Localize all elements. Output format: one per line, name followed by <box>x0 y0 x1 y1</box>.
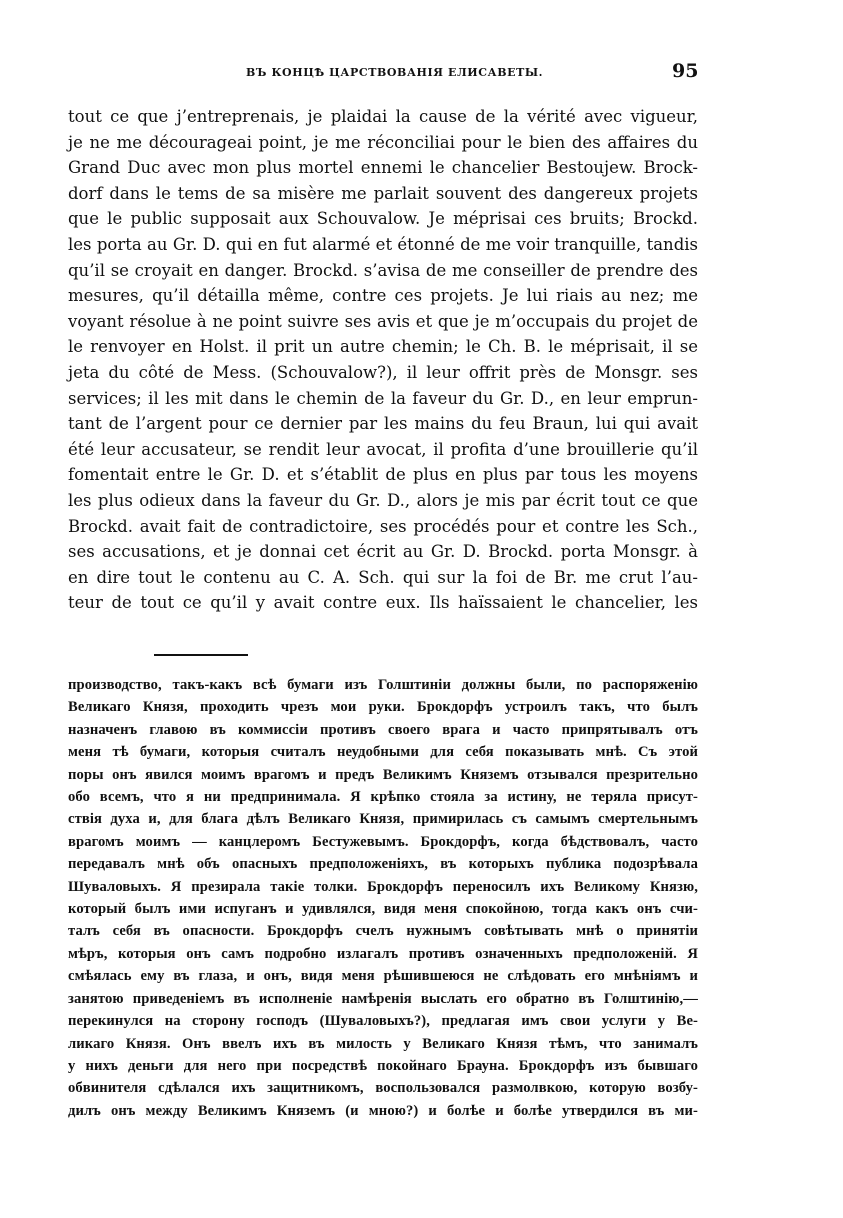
footnote-line: Шуваловыхъ. Я презирала такіе толки. Брокдорфъ переносилъ ихъ Великому Князю, <box>68 878 698 895</box>
footnote-line: мѣръ, которыя онъ самъ подробно излагалъ противъ означенныхъ предположеній. Я <box>68 945 698 962</box>
footnote-line: поры онъ явился моимъ врагомъ и предъ Великимъ Княземъ отзывался презрительно <box>68 766 698 783</box>
page-number: 95 <box>672 60 699 82</box>
main-text-line: dorf dans le tems de sa misère me parlait souvent des dangereux projets <box>68 183 698 203</box>
footnote-line: врагомъ моимъ — канцлеромъ Бестужевымъ. Брокдорфъ, когда бѣдствовалъ, часто <box>68 833 698 850</box>
main-text-line: tant de l’argent pour ce dernier par les mains du feu Braun, lui qui avait <box>68 414 698 434</box>
footnote-line: обвинителя сдѣлался ихъ защитникомъ, воспользовался размолвкою, которую возбу- <box>68 1080 698 1097</box>
footnote-line: ликаго Князя. Онъ ввелъ ихъ въ милость у Великаго Князя тѣмъ, что занималъ <box>68 1035 698 1052</box>
main-text-line: qu’il se croyait en danger. Brockd. s’avisa de me conseiller de prendre des <box>68 260 698 280</box>
main-text-line: mesures, qu’il détailla même, contre ces projets. Je lui riais au nez; me <box>68 286 698 306</box>
footnote-line: назначенъ главою въ коммиссіи противъ своего врага и часто припрятывалъ отъ <box>68 721 698 738</box>
main-text-line: ses accusations, et je donnai cet écrit au Gr. D. Brockd. porta Monsgr. à <box>68 542 698 562</box>
footnote-line: талъ себя въ опасности. Брокдорфъ счелъ нужнымъ совѣтывать мнѣ о принятіи <box>68 923 698 940</box>
main-text-line: services; il les mit dans le chemin de la faveur du Gr. D., en leur emprun- <box>68 388 698 408</box>
main-text-line: que le public supposait aux Schouvalow. Je méprisai ces bruits; Brockd. <box>68 209 698 229</box>
main-text-line: les plus odieux dans la faveur du Gr. D., alors je mis par écrit tout ce que <box>68 490 698 510</box>
footnote-line: передавалъ мнѣ объ опасныхъ предположеніяхъ, въ которыхъ публика подозрѣвала <box>68 856 698 873</box>
main-text-block <box>68 104 698 616</box>
main-text-line: tout ce que j’entreprenais, je plaidai la cause de la vérité avec vigueur, <box>68 107 698 126</box>
main-text-line: je ne me décourageai point, je me réconciliai pour le bien des affaires du <box>68 132 698 152</box>
footnote-block <box>68 674 698 1122</box>
footnote-line: занятою приведеніемъ въ исполненіе намѣренія выслать его обратно въ Голштинію,— <box>68 990 698 1007</box>
main-text-line: fomentait entre le Gr. D. et s’établit de plus en plus par tous les moyens <box>68 465 698 485</box>
main-text-line: Brockd. avait fait de contradictoire, ses procédés pour et contre les Sch., <box>68 516 698 536</box>
main-text-line: en dire tout le contenu au C. A. Sch. qui sur la foi de Br. me crut l’au- <box>68 567 698 587</box>
main-text-line: le renvoyer en Holst. il prit un autre chemin; le Ch. B. le méprisait, il se <box>68 337 698 357</box>
footnote-line: у нихъ деньги для него при посредствѣ покойнаго Брауна. Брокдорфъ изъ бывшаго <box>68 1057 698 1074</box>
footnote-line: который былъ ими испуганъ и удивлялся, видя меня спокойною, тогда какъ онъ счи- <box>68 901 698 918</box>
main-text-line: voyant résolue à ne point suivre ses avis et que je m’occupais du projet de <box>68 311 698 331</box>
footnote-line: Великаго Князя, проходить чрезъ мои руки. Брокдорфъ устроилъ такъ, что былъ <box>68 699 698 716</box>
footnote-line: смѣялась ему въ глаза, и онъ, видя меня рѣшившеюся не слѣдовать его мнѣніямъ и <box>68 968 698 985</box>
footnote-line: меня тѣ бумаги, которыя считалъ неудобными для себя показывать мнѣ. Съ этой <box>68 744 698 761</box>
main-text-line: Grand Duc avec mon plus mortel ennemi le chancelier Bestoujew. Brock- <box>68 158 698 178</box>
main-text-line: jeta du côté de Mess. (Schouvalow?), il leur offrit près de Monsgr. ses <box>68 362 698 382</box>
main-text-line: teur de tout ce qu’il y avait contre eux. Ils haïssaient le chancelier, les <box>68 593 698 613</box>
main-text-line: été leur accusateur, se rendit leur avocat, il profita d’une brouillerie qu’il <box>68 439 698 459</box>
footnote-line: ствія духа и, для блага дѣлъ Великаго Князя, примирилась съ самымъ смертельнымъ <box>68 811 698 828</box>
main-text-line: les porta au Gr. D. qui en fut alarmé et étonné de me voir tranquille, tandis <box>68 234 698 254</box>
footnote-line: обо всемъ, что я ни предпринимала. Я крѣпко стояла за истину, не теряла присут- <box>68 789 698 806</box>
footnote-line: дилъ онъ между Великимъ Княземъ (и мною?) и болѣе и болѣе утвердился въ ми- <box>68 1102 698 1119</box>
running-title: ВЪ КОНЦѢ ЦАРСТВОВАНІЯ ЕЛИСАВЕТЫ. <box>246 66 544 79</box>
footnote-line: производство, такъ-какъ всѣ бумаги изъ Голштиніи должны были, по распоряженію <box>68 677 698 693</box>
footnote-divider <box>154 654 248 656</box>
footnote-line: перекинулся на сторону господъ (Шуваловыхъ?), предлагая имъ свои услуги у Ве- <box>68 1013 698 1030</box>
